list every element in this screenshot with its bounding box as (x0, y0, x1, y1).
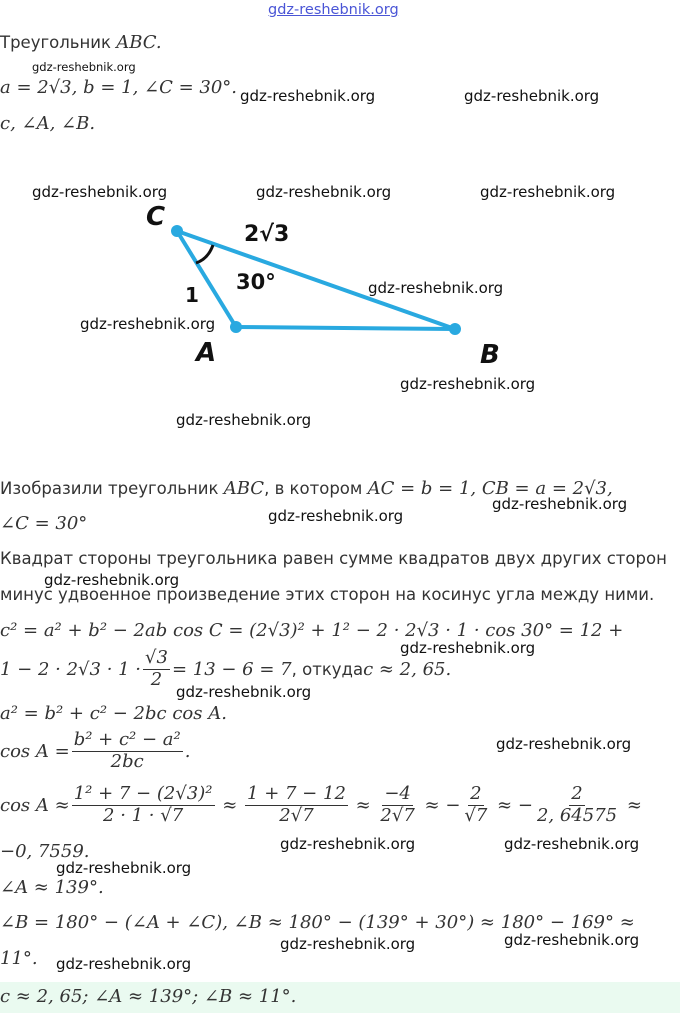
s6-c: c ≈ 2, 65. (363, 658, 452, 680)
given-title-math: ABC. (116, 32, 162, 53)
watermark: gdz-reshebnik.org (176, 683, 312, 701)
s6-den: 2 (150, 668, 163, 690)
watermark: gdz-reshebnik.org (32, 60, 136, 74)
solution-line-5: c² = a² + b² − 2ab cos C = (2√3)² + 1² − 2 · 2√3 · 1 · cos 30° = 12 + (0, 620, 624, 641)
s8-num: b² + c² − a² (73, 729, 181, 750)
side-ab (236, 327, 455, 329)
label-side-cb: 2√3 (244, 222, 290, 247)
s9-f3-num: −4 (384, 783, 411, 804)
side-ca (177, 231, 236, 327)
watermark: gdz-reshebnik.org (240, 87, 376, 105)
s9-fraction-4 (462, 784, 489, 826)
s9-f1-den: 2 · 1 · √7 (103, 804, 184, 826)
s9-lhs: cos A ≈ (0, 794, 70, 816)
s1-text-2: , в котором (264, 479, 368, 498)
solution-line-10: −0, 7559. (0, 841, 90, 862)
solution-line-9 (0, 784, 642, 826)
s9-f4-num: 2 (470, 783, 482, 804)
s6-num: √3 (145, 647, 168, 668)
approx-sign: ≈ (216, 794, 244, 816)
watermark: gdz-reshebnik.org (32, 183, 168, 201)
s1-text: Изобразили треугольник (0, 479, 224, 498)
vertex-c (171, 225, 183, 237)
s9-f2-den: 2√7 (279, 804, 314, 826)
s6-fraction (143, 648, 170, 690)
solution-line-2: ∠C = 30° (0, 513, 88, 534)
solution-rule-1: Квадрат стороны треугольника равен сумме квадратов двух других сторон (0, 549, 667, 568)
watermark: gdz-reshebnik.org (256, 183, 392, 201)
s9-f5-num: 2 (571, 783, 583, 804)
s6-text: , откуда (291, 659, 364, 679)
solution-line-11: ∠A ≈ 139°. (0, 877, 104, 898)
given-title-text: Треугольник (0, 33, 117, 52)
approx-sign: ≈ (349, 794, 377, 816)
s9-fraction-1 (72, 784, 215, 826)
watermark: gdz-reshebnik.org (280, 835, 416, 853)
watermark: gdz-reshebnik.org (400, 375, 536, 393)
given-title (0, 32, 162, 53)
s9-fraction-2 (245, 784, 348, 826)
s1-math-2: AC = b = 1, CB = a = 2√3, (367, 478, 613, 499)
watermark-link[interactable]: gdz-reshebnik.org (268, 2, 399, 18)
s9-f3-den: 2√7 (380, 804, 415, 826)
label-b: B (480, 340, 500, 370)
watermark: gdz-reshebnik.org (56, 859, 192, 877)
watermark: gdz-reshebnik.org (280, 935, 416, 953)
angle-arc (196, 245, 213, 263)
s9-fraction-3 (378, 784, 416, 826)
s9-f5-den: 2, 64575 (536, 804, 618, 826)
triangle-figure (0, 195, 680, 395)
watermark: gdz-reshebnik.org (480, 183, 616, 201)
answer-text: c ≈ 2, 65; ∠A ≈ 139°; ∠B ≈ 11°. (0, 986, 297, 1007)
vertex-a (230, 321, 242, 333)
s6-result: = 13 − 6 = 7 (171, 658, 292, 680)
solution-line-8 (0, 730, 190, 772)
approx-sign: ≈ (621, 794, 642, 816)
watermark: gdz-reshebnik.org (504, 931, 640, 949)
approx-sign: ≈ − (418, 794, 461, 816)
s8-fraction (72, 730, 183, 772)
solution-line-12: ∠B = 180° − (∠A + ∠C), ∠B ≈ 180° − (139° + 30°) ≈ 180° − 169° ≈ (0, 912, 635, 933)
s9-f1-num: 1² + 7 − (2√3)² (73, 783, 213, 804)
watermark: gdz-reshebnik.org (80, 315, 216, 333)
watermark: gdz-reshebnik.org (504, 835, 640, 853)
s8-end: . (184, 740, 191, 762)
watermark: gdz-reshebnik.org (56, 955, 192, 973)
label-a: A (196, 338, 217, 368)
watermark: gdz-reshebnik.org (268, 507, 404, 525)
label-angle-c: 30° (236, 270, 276, 294)
solution-line-13: 11°. (0, 948, 38, 969)
watermark: gdz-reshebnik.org (368, 279, 504, 297)
vertex-b (449, 323, 461, 335)
label-side-ca: 1 (185, 283, 199, 307)
watermark: gdz-reshebnik.org (400, 639, 536, 657)
s9-f2-num: 1 + 7 − 12 (247, 783, 346, 804)
watermark: gdz-reshebnik.org (44, 571, 180, 589)
watermark: gdz-reshebnik.org (464, 87, 600, 105)
s9-f4-den: √7 (464, 804, 488, 826)
label-c: C (146, 202, 166, 232)
s8-lhs: cos A = (0, 740, 70, 762)
solution-line-7: a² = b² + c² − 2bc cos A. (0, 703, 227, 724)
s8-den: 2bc (110, 750, 144, 772)
solution-rule-2: минус удвоенное произведение этих сторон на косинус угла между ними. (0, 585, 655, 604)
watermark: gdz-reshebnik.org (176, 411, 312, 429)
find-values: c, ∠A, ∠B. (0, 113, 96, 134)
s1-math-1: ABC (223, 478, 265, 499)
s9-fraction-5 (535, 784, 619, 826)
watermark: gdz-reshebnik.org (492, 495, 628, 513)
approx-sign: ≈ − (491, 794, 533, 816)
s6-expr: 1 − 2 · 2√3 · 1 · (0, 658, 142, 680)
watermark: gdz-reshebnik.org (496, 735, 632, 753)
given-values: a = 2√3, b = 1, ∠C = 30°. (0, 77, 238, 98)
